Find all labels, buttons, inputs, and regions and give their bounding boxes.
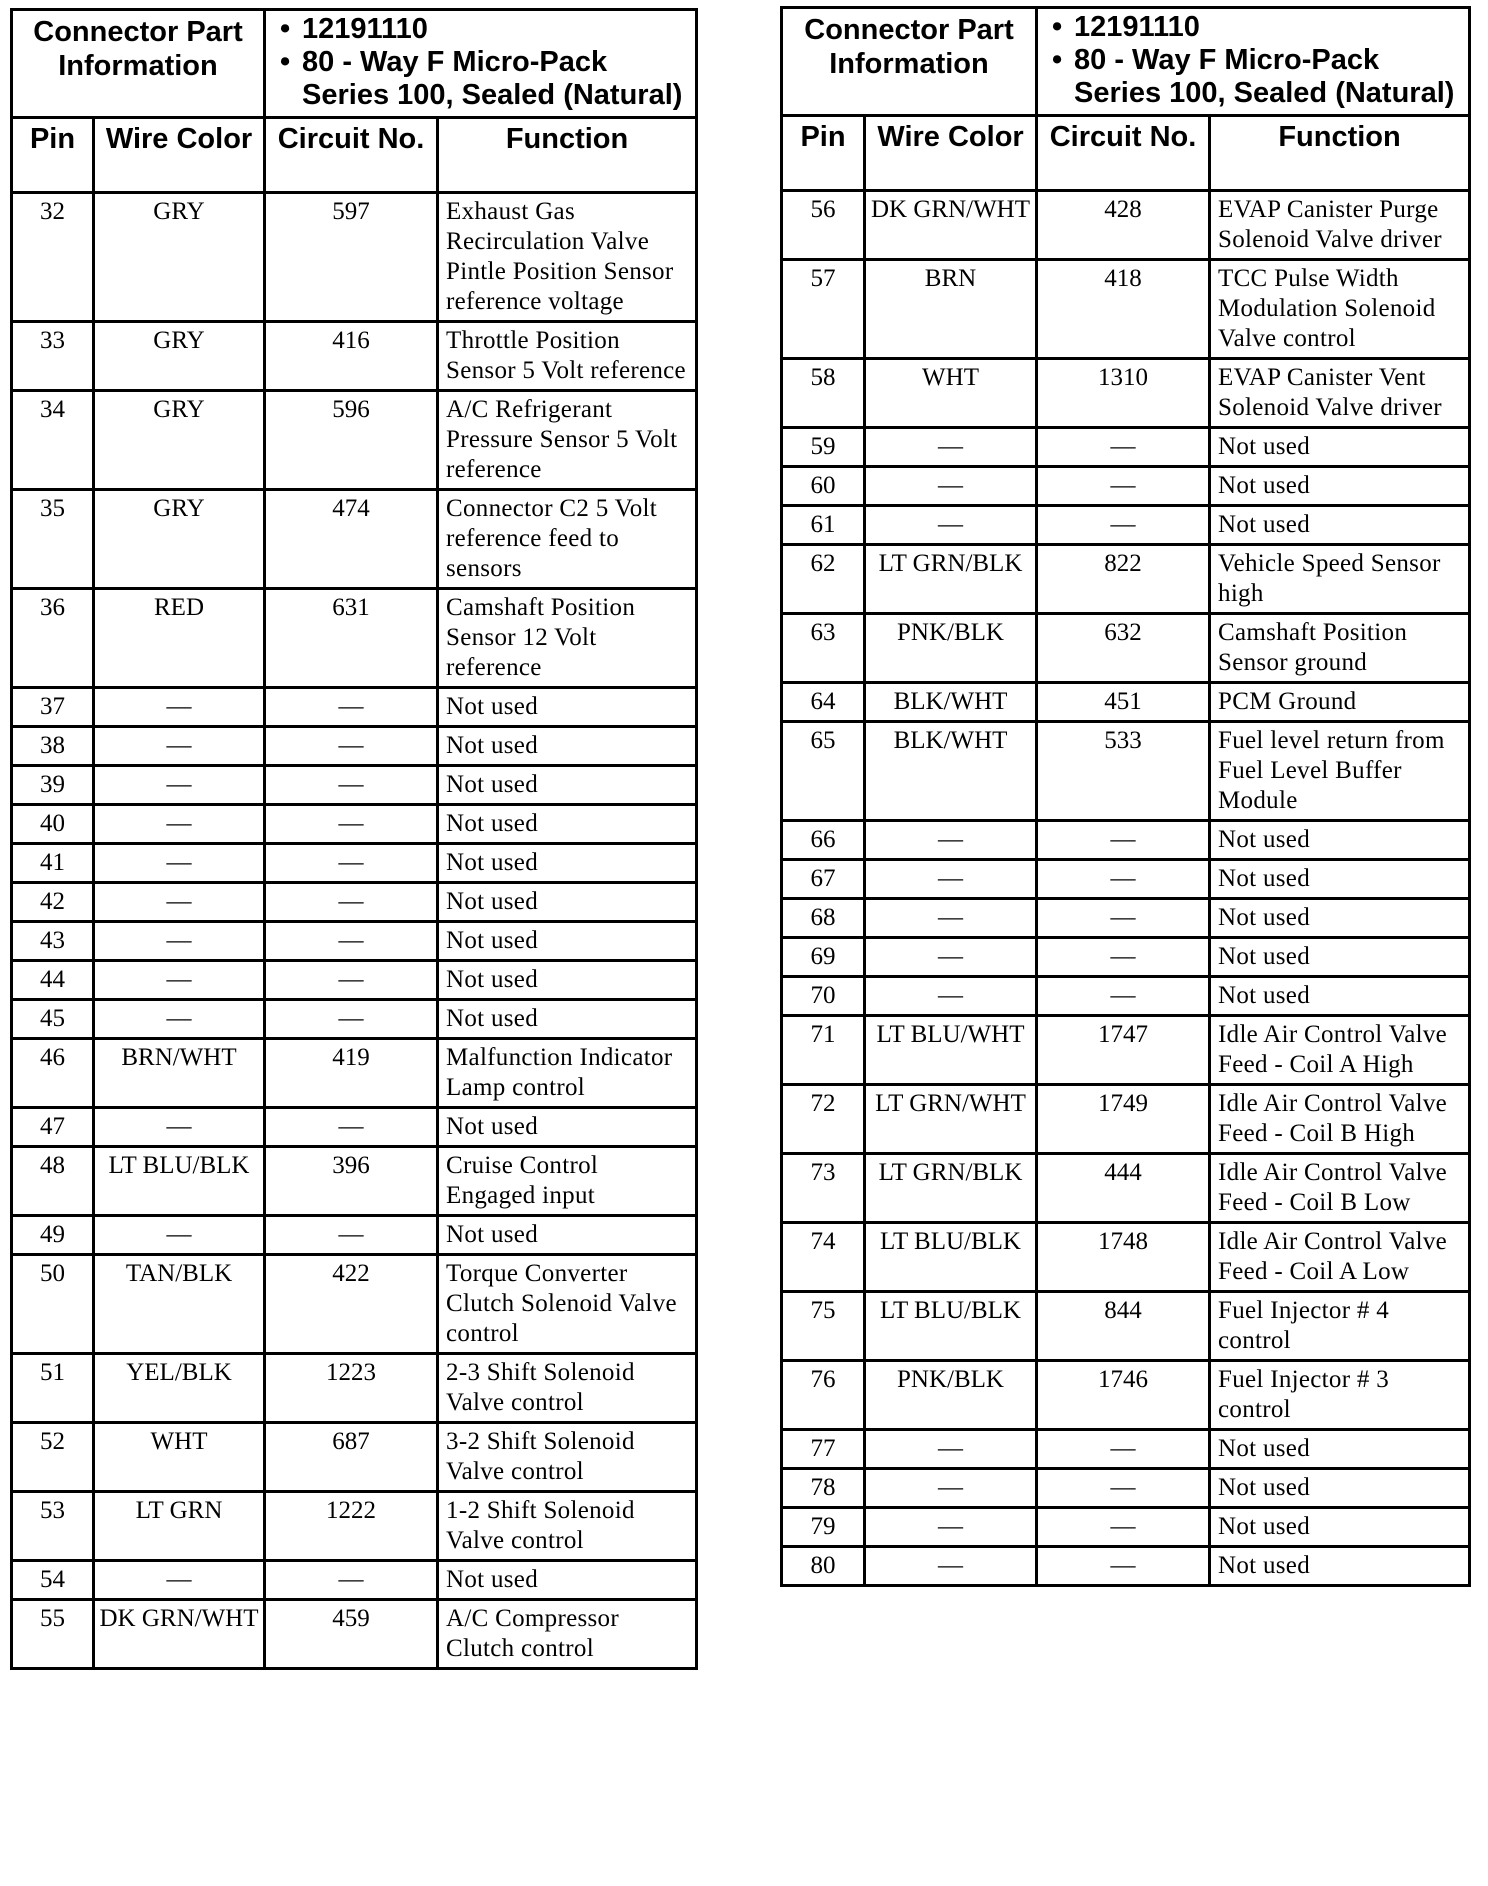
circuit-cell: 419 [265, 1039, 438, 1108]
pin-cell: 62 [782, 545, 865, 614]
function-cell: Idle Air Control Valve Feed - Coil B High [1210, 1085, 1470, 1154]
function-cell: TCC Pulse Width Modulation Solenoid Valve control [1210, 260, 1470, 359]
circuit-cell: — [265, 766, 438, 805]
pin-cell: 42 [12, 883, 94, 922]
circuit-cell: — [1037, 821, 1210, 860]
function-cell: Not used [1210, 467, 1470, 506]
circuit-cell: — [1037, 506, 1210, 545]
header-function: Function [438, 118, 697, 193]
table-row [782, 977, 1470, 1016]
table-row [12, 1255, 697, 1354]
function-cell: Cruise Control Engaged input [438, 1147, 697, 1216]
pin-cell: 43 [12, 922, 94, 961]
pin-cell: 69 [782, 938, 865, 977]
wire-color-cell: RED [94, 589, 265, 688]
pin-cell: 53 [12, 1492, 94, 1561]
function-cell: Torque Converter Clutch Solenoid Valve control [438, 1255, 697, 1354]
table-row [12, 1492, 697, 1561]
function-cell: Connector C2 5 Volt reference feed to sensors [438, 490, 697, 589]
function-cell: Exhaust Gas Recirculation Valve Pintle Position Sensor reference voltage [438, 193, 697, 322]
wire-color-cell: — [94, 805, 265, 844]
function-cell: Not used [438, 1000, 697, 1039]
wire-color-cell: BRN/WHT [94, 1039, 265, 1108]
function-cell: Malfunction Indicator Lamp control [438, 1039, 697, 1108]
wire-color-cell: — [94, 766, 265, 805]
table-row [12, 1108, 697, 1147]
circuit-cell: 428 [1037, 191, 1210, 260]
pin-cell: 61 [782, 506, 865, 545]
wire-color-cell: BLK/WHT [865, 683, 1037, 722]
circuit-cell: 687 [265, 1423, 438, 1492]
table-row [12, 922, 697, 961]
function-cell: Not used [438, 688, 697, 727]
wire-color-cell: TAN/BLK [94, 1255, 265, 1354]
bullet: • [280, 13, 291, 45]
table-row [782, 359, 1470, 428]
wire-color-cell: — [865, 1469, 1037, 1508]
function-cell: PCM Ground [1210, 683, 1470, 722]
wire-color-cell: LT GRN/BLK [865, 1154, 1037, 1223]
function-cell: Not used [438, 805, 697, 844]
pin-cell: 39 [12, 766, 94, 805]
function-cell: EVAP Canister Purge Solenoid Valve driver [1210, 191, 1470, 260]
function-cell: Not used [1210, 1547, 1470, 1586]
table-row [782, 1085, 1470, 1154]
wire-color-cell: — [94, 1000, 265, 1039]
connector-info-label: Connector Part Information [12, 10, 265, 118]
function-cell: EVAP Canister Vent Solenoid Valve driver [1210, 359, 1470, 428]
circuit-cell: 459 [265, 1600, 438, 1669]
wire-color-cell: DK GRN/WHT [94, 1600, 265, 1669]
pin-cell: 74 [782, 1223, 865, 1292]
circuit-cell: 1749 [1037, 1085, 1210, 1154]
table-row [12, 727, 697, 766]
header-pin: Pin [12, 118, 94, 193]
table-row [782, 821, 1470, 860]
circuit-cell: 1748 [1037, 1223, 1210, 1292]
pin-cell: 60 [782, 467, 865, 506]
pin-cell: 51 [12, 1354, 94, 1423]
pin-cell: 66 [782, 821, 865, 860]
pin-cell: 75 [782, 1292, 865, 1361]
table-row [782, 506, 1470, 545]
function-cell: Not used [438, 922, 697, 961]
circuit-cell: 396 [265, 1147, 438, 1216]
wire-color-cell: LT BLU/WHT [865, 1016, 1037, 1085]
function-cell: Not used [1210, 1508, 1470, 1547]
pin-cell: 80 [782, 1547, 865, 1586]
wire-color-cell: WHT [94, 1423, 265, 1492]
function-cell: Not used [1210, 428, 1470, 467]
circuit-cell: — [265, 922, 438, 961]
wire-color-cell: LT GRN/WHT [865, 1085, 1037, 1154]
circuit-cell: 533 [1037, 722, 1210, 821]
pin-cell: 32 [12, 193, 94, 322]
connector-info-label: Connector Part Information [782, 8, 1037, 116]
header-pin: Pin [782, 116, 865, 191]
wire-color-cell: — [94, 961, 265, 1000]
bullet: • [280, 46, 291, 78]
wire-color-cell: — [865, 1508, 1037, 1547]
wire-color-cell: PNK/BLK [865, 1361, 1037, 1430]
wire-color-cell: GRY [94, 193, 265, 322]
circuit-cell: 416 [265, 322, 438, 391]
circuit-cell: — [265, 1108, 438, 1147]
table-row [782, 1016, 1470, 1085]
circuit-cell: 844 [1037, 1292, 1210, 1361]
wire-color-cell: YEL/BLK [94, 1354, 265, 1423]
circuit-cell: — [1037, 428, 1210, 467]
table-row [12, 1600, 697, 1669]
table-row [782, 1223, 1470, 1292]
function-cell: 3-2 Shift Solenoid Valve control [438, 1423, 697, 1492]
circuit-cell: 596 [265, 391, 438, 490]
wire-color-cell: LT GRN [94, 1492, 265, 1561]
pin-cell: 71 [782, 1016, 865, 1085]
wire-color-cell: — [865, 428, 1037, 467]
pin-cell: 38 [12, 727, 94, 766]
circuit-cell: — [265, 1000, 438, 1039]
table-row [12, 1216, 697, 1255]
circuit-cell: — [1037, 1547, 1210, 1586]
table-row [12, 805, 697, 844]
circuit-cell: 1222 [265, 1492, 438, 1561]
circuit-cell: — [1037, 1469, 1210, 1508]
table-row [782, 1292, 1470, 1361]
table-row [782, 1361, 1470, 1430]
circuit-cell: — [265, 961, 438, 1000]
wire-color-cell: — [94, 883, 265, 922]
table-row [12, 1039, 697, 1108]
pin-cell: 70 [782, 977, 865, 1016]
function-cell: 2-3 Shift Solenoid Valve control [438, 1354, 697, 1423]
wire-color-cell: — [94, 727, 265, 766]
circuit-cell: 474 [265, 490, 438, 589]
pin-cell: 57 [782, 260, 865, 359]
circuit-cell: — [1037, 1508, 1210, 1547]
table-row [12, 1423, 697, 1492]
function-cell: Not used [1210, 860, 1470, 899]
header-wire-color: Wire Color [94, 118, 265, 193]
bullet: • [1052, 11, 1063, 43]
wire-color-cell: — [865, 977, 1037, 1016]
function-cell: Idle Air Control Valve Feed - Coil A Low [1210, 1223, 1470, 1292]
table-row [12, 1147, 697, 1216]
pin-cell: 37 [12, 688, 94, 727]
pin-cell: 56 [782, 191, 865, 260]
function-cell: Not used [1210, 977, 1470, 1016]
pin-cell: 50 [12, 1255, 94, 1354]
function-cell: 1-2 Shift Solenoid Valve control [438, 1492, 697, 1561]
pin-cell: 45 [12, 1000, 94, 1039]
function-cell: A/C Refrigerant Pressure Sensor 5 Volt reference [438, 391, 697, 490]
pin-cell: 36 [12, 589, 94, 688]
circuit-cell: — [265, 805, 438, 844]
function-cell: Idle Air Control Valve Feed - Coil A High [1210, 1016, 1470, 1085]
pin-cell: 68 [782, 899, 865, 938]
connector-info-values [1037, 8, 1470, 116]
wire-color-cell: — [865, 467, 1037, 506]
pin-cell: 78 [782, 1469, 865, 1508]
pin-rows-right [782, 191, 1470, 1586]
wire-color-cell: LT BLU/BLK [865, 1223, 1037, 1292]
wire-color-cell: — [865, 899, 1037, 938]
wire-color-cell: WHT [865, 359, 1037, 428]
circuit-cell: — [1037, 977, 1210, 1016]
function-cell: Not used [1210, 821, 1470, 860]
circuit-cell: 822 [1037, 545, 1210, 614]
table-row [782, 545, 1470, 614]
pin-cell: 49 [12, 1216, 94, 1255]
table-row [782, 899, 1470, 938]
pin-cell: 33 [12, 322, 94, 391]
pin-cell: 64 [782, 683, 865, 722]
table-row [782, 1547, 1470, 1586]
wire-color-cell: — [865, 506, 1037, 545]
circuit-cell: — [265, 1216, 438, 1255]
pin-cell: 67 [782, 860, 865, 899]
wire-color-cell: LT GRN/BLK [865, 545, 1037, 614]
wire-color-cell: BRN [865, 260, 1037, 359]
circuit-cell: 1223 [265, 1354, 438, 1423]
pin-cell: 72 [782, 1085, 865, 1154]
table-row [782, 860, 1470, 899]
table-row [12, 589, 697, 688]
connector-part-number: 12191110 [302, 13, 428, 45]
wire-color-cell: — [865, 1547, 1037, 1586]
wire-color-cell: LT BLU/BLK [94, 1147, 265, 1216]
pin-cell: 63 [782, 614, 865, 683]
table-row [782, 722, 1470, 821]
circuit-cell: 451 [1037, 683, 1210, 722]
function-cell: Not used [438, 844, 697, 883]
wire-color-cell: — [94, 1216, 265, 1255]
circuit-cell: — [265, 727, 438, 766]
connector-info-values [265, 10, 697, 118]
pin-cell: 54 [12, 1561, 94, 1600]
function-cell: Not used [438, 1216, 697, 1255]
wire-color-cell: — [865, 821, 1037, 860]
function-cell: Fuel level return from Fuel Level Buffer Module [1210, 722, 1470, 821]
pinout-table-left [10, 8, 698, 1670]
table-row [12, 961, 697, 1000]
function-cell: Fuel Injector # 3 control [1210, 1361, 1470, 1430]
table-row [782, 938, 1470, 977]
pinout-table-right [780, 6, 1471, 1587]
wire-color-cell: — [865, 860, 1037, 899]
table-row [12, 193, 697, 322]
table-row [12, 490, 697, 589]
pin-cell: 40 [12, 805, 94, 844]
wire-color-cell: — [94, 688, 265, 727]
table-row [782, 428, 1470, 467]
wire-color-cell: GRY [94, 391, 265, 490]
circuit-cell: 632 [1037, 614, 1210, 683]
function-cell: Not used [438, 883, 697, 922]
circuit-cell: — [1037, 860, 1210, 899]
table-row [12, 766, 697, 805]
function-cell: Not used [1210, 1430, 1470, 1469]
table-row [12, 1354, 697, 1423]
circuit-cell: 1747 [1037, 1016, 1210, 1085]
circuit-cell: — [1037, 899, 1210, 938]
circuit-cell: 597 [265, 193, 438, 322]
table-row [782, 1430, 1470, 1469]
pin-cell: 41 [12, 844, 94, 883]
circuit-cell: 444 [1037, 1154, 1210, 1223]
table-row [12, 322, 697, 391]
wire-color-cell: — [94, 1561, 265, 1600]
header-circuit-no: Circuit No. [265, 118, 438, 193]
function-cell: Idle Air Control Valve Feed - Coil B Low [1210, 1154, 1470, 1223]
pin-cell: 44 [12, 961, 94, 1000]
pin-cell: 52 [12, 1423, 94, 1492]
pin-cell: 47 [12, 1108, 94, 1147]
circuit-cell: — [1037, 467, 1210, 506]
table-row [782, 1469, 1470, 1508]
table-row [782, 467, 1470, 506]
table-row [12, 1561, 697, 1600]
pin-cell: 76 [782, 1361, 865, 1430]
table-row [12, 1000, 697, 1039]
wire-color-cell: BLK/WHT [865, 722, 1037, 821]
function-cell: Not used [1210, 899, 1470, 938]
table-row [12, 883, 697, 922]
wire-color-cell: GRY [94, 322, 265, 391]
table-row [782, 614, 1470, 683]
circuit-cell: — [265, 883, 438, 922]
table-row [782, 1508, 1470, 1547]
wire-color-cell: — [94, 844, 265, 883]
circuit-cell: — [265, 688, 438, 727]
header-function: Function [1210, 116, 1470, 191]
function-cell: Not used [438, 766, 697, 805]
wire-color-cell: LT BLU/BLK [865, 1292, 1037, 1361]
connector-description: 80 - Way F Micro-Pack Series 100, Sealed (Natural) [302, 46, 683, 111]
circuit-cell: 422 [265, 1255, 438, 1354]
header-circuit-no: Circuit No. [1037, 116, 1210, 191]
function-cell: Not used [438, 1561, 697, 1600]
wire-color-cell: GRY [94, 490, 265, 589]
circuit-cell: — [265, 844, 438, 883]
circuit-cell: 418 [1037, 260, 1210, 359]
pin-cell: 48 [12, 1147, 94, 1216]
pin-cell: 77 [782, 1430, 865, 1469]
wire-color-cell: — [94, 1108, 265, 1147]
function-cell: Fuel Injector # 4 control [1210, 1292, 1470, 1361]
table-row [782, 1154, 1470, 1223]
wire-color-cell: PNK/BLK [865, 614, 1037, 683]
circuit-cell: 631 [265, 589, 438, 688]
function-cell: Camshaft Position Sensor ground [1210, 614, 1470, 683]
function-cell: Not used [1210, 938, 1470, 977]
function-cell: Throttle Position Sensor 5 Volt reference [438, 322, 697, 391]
wire-color-cell: — [865, 938, 1037, 977]
pin-cell: 46 [12, 1039, 94, 1108]
function-cell: Vehicle Speed Sensor high [1210, 545, 1470, 614]
table-row [782, 260, 1470, 359]
wire-color-cell: DK GRN/WHT [865, 191, 1037, 260]
bullet: • [1052, 44, 1063, 76]
circuit-cell: — [265, 1561, 438, 1600]
circuit-cell: — [1037, 938, 1210, 977]
header-wire-color: Wire Color [865, 116, 1037, 191]
function-cell: Not used [438, 961, 697, 1000]
function-cell: Not used [1210, 1469, 1470, 1508]
pin-cell: 35 [12, 490, 94, 589]
function-cell: Not used [1210, 506, 1470, 545]
pin-cell: 59 [782, 428, 865, 467]
function-cell: Not used [438, 727, 697, 766]
function-cell: Camshaft Position Sensor 12 Volt reference [438, 589, 697, 688]
wire-color-cell: — [865, 1430, 1037, 1469]
table-row [782, 683, 1470, 722]
wire-color-cell: — [94, 922, 265, 961]
table-row [782, 191, 1470, 260]
function-cell: Not used [438, 1108, 697, 1147]
pin-cell: 73 [782, 1154, 865, 1223]
circuit-cell: — [1037, 1430, 1210, 1469]
circuit-cell: 1746 [1037, 1361, 1210, 1430]
connector-description: 80 - Way F Micro-Pack Series 100, Sealed (Natural) [1074, 44, 1455, 109]
function-cell: A/C Compressor Clutch control [438, 1600, 697, 1669]
connector-part-number: 12191110 [1074, 11, 1200, 43]
pin-cell: 55 [12, 1600, 94, 1669]
pin-cell: 65 [782, 722, 865, 821]
pin-cell: 58 [782, 359, 865, 428]
table-row [12, 688, 697, 727]
pin-cell: 79 [782, 1508, 865, 1547]
pin-rows-left [12, 193, 697, 1669]
circuit-cell: 1310 [1037, 359, 1210, 428]
table-row [12, 391, 697, 490]
pin-cell: 34 [12, 391, 94, 490]
table-row [12, 844, 697, 883]
